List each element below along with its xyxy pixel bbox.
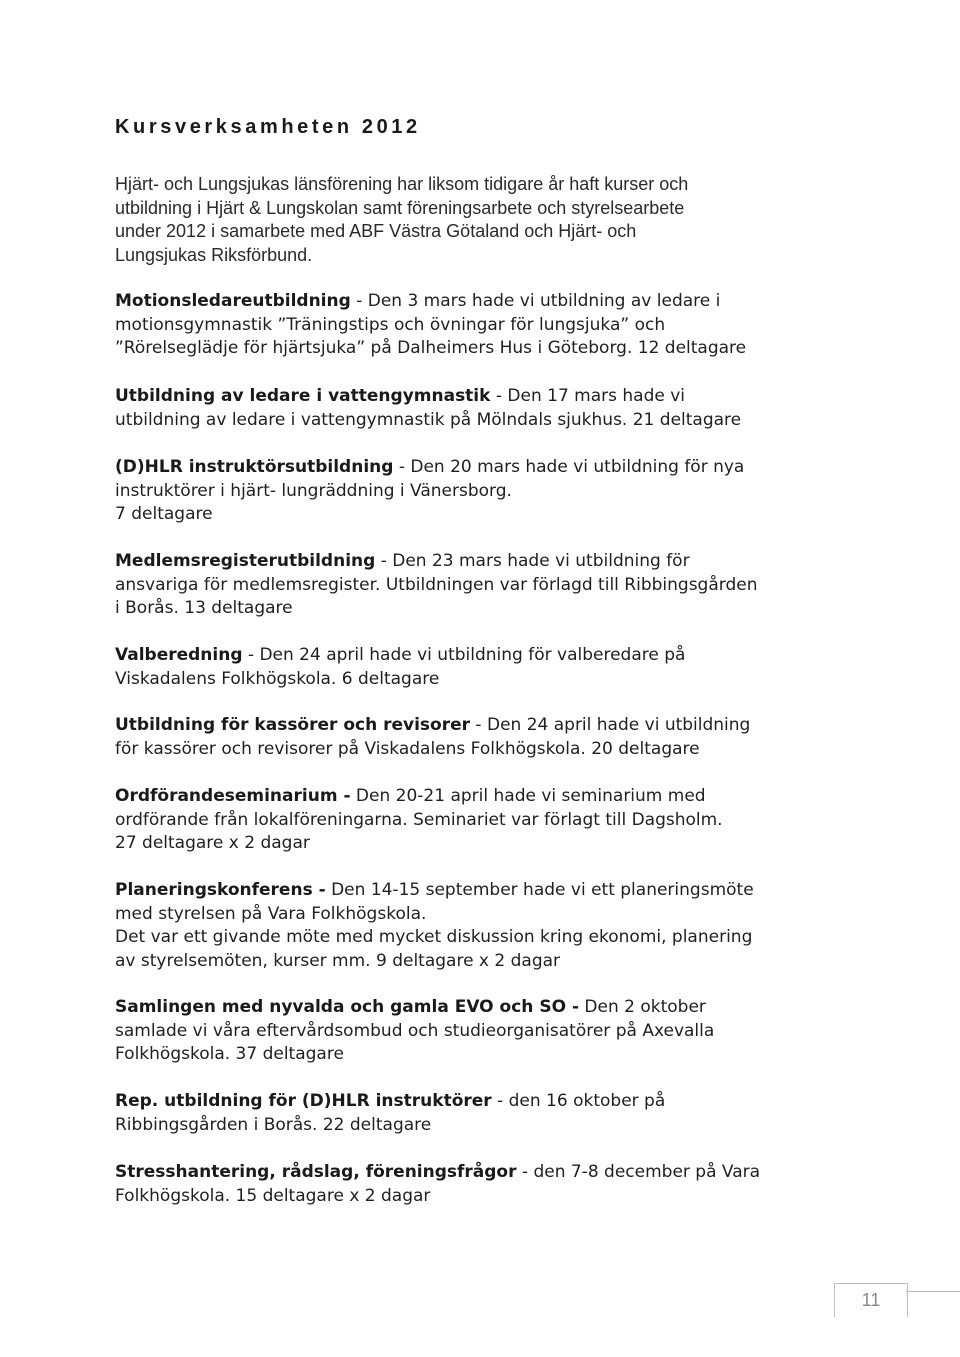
intro-line: under 2012 i samarbete med ABF Västra Götaland och Hjärt- och: [115, 221, 637, 241]
course-text: Den 2 oktober: [579, 997, 706, 1017]
page-title: Kursverksamheten 2012: [115, 116, 421, 138]
course-text: - den 7-8 december på Vara: [516, 1162, 761, 1182]
course-entry: [115, 785, 860, 856]
course-text: ”Rörelseglädje för hjärtsjuka” på Dalheimers Hus i Göteborg. 12 deltagare: [115, 338, 747, 358]
course-text: med styrelsen på Vara Folkhögskola.: [115, 903, 427, 924]
course-text: instruktörer i hjärt- lungräddning i Vänersborg.: [115, 480, 512, 501]
course-entry: [115, 714, 860, 761]
course-heading: Utbildning för kassörer och revisorer: [115, 715, 471, 735]
course-entry: [115, 1161, 860, 1208]
course-text: - Den 20 mars hade vi utbildning för nya: [393, 457, 745, 477]
course-entry: [115, 290, 860, 361]
intro-line: utbildning i Hjärt & Lungskolan samt föreningsarbete och styrelsearbete: [115, 197, 685, 218]
course-heading: Stresshantering, rådslag, föreningsfrågor: [115, 1162, 517, 1182]
course-entry: [115, 879, 860, 973]
course-text: - Den 24 april hade vi utbildning för valberedare på: [242, 645, 686, 665]
course-heading: Utbildning av ledare i vattengymnastik: [115, 386, 491, 406]
course-text: Viskadalens Folkhögskola. 6 deltagare: [115, 668, 440, 689]
course-text: 27 deltagare x 2 dagar: [115, 833, 310, 853]
course-heading: Planeringskonferens -: [115, 880, 326, 900]
course-text: Det var ett givande möte med mycket diskussion kring ekonomi, planering: [115, 927, 753, 947]
course-text: motionsgymnastik ”Träningstips och övningar för lungsjuka” och: [115, 314, 666, 335]
course-text: - Den 17 mars hade vi: [490, 386, 686, 406]
course-entry: [115, 644, 860, 691]
course-text: ordförande från lokalföreningarna. Seminariet var förlagt till Dagsholm.: [115, 809, 723, 830]
course-heading: Rep. utbildning för (D)HLR instruktörer: [115, 1091, 492, 1111]
course-entry: [115, 1090, 860, 1137]
course-text: Folkhögskola. 37 deltagare: [115, 1044, 344, 1064]
course-entry: [115, 456, 860, 527]
course-text: - Den 23 mars hade vi utbildning för: [375, 551, 690, 571]
course-entry: [115, 996, 860, 1067]
course-text: - Den 24 april hade vi utbildning: [470, 715, 751, 735]
course-text: utbildning av ledare i vattengymnastik på Mölndals sjukhus. 21 deltagare: [115, 409, 742, 430]
course-text: Den 14-15 september hade vi ett planeringsmöte: [325, 880, 754, 900]
intro-paragraph: [115, 173, 855, 267]
course-text: för kassörer och revisorer på Viskadalens Folkhögskola. 20 deltagare: [115, 738, 700, 759]
course-heading: Ordförandeseminarium -: [115, 786, 351, 806]
course-text: - den 16 oktober på: [491, 1091, 666, 1111]
course-text: i Borås. 13 deltagare: [115, 598, 293, 618]
footer-rule: [906, 1291, 960, 1292]
page-number: 11: [861, 1290, 881, 1310]
course-heading: Motionsledareutbildning: [115, 291, 351, 311]
course-entry: [115, 385, 860, 432]
intro-line: Hjärt- och Lungsjukas länsförening har liksom tidigare år haft kurser och: [115, 174, 689, 194]
course-text: ansvariga för medlemsregister. Utbildningen var förlagd till Ribbingsgården: [115, 574, 758, 595]
course-text: Den 20-21 april hade vi seminarium med: [350, 786, 706, 806]
course-entry: [115, 550, 860, 621]
course-heading: Samlingen med nyvalda och gamla EVO och SO -: [115, 997, 579, 1017]
course-text: - Den 3 mars hade vi utbildning av ledare i: [350, 291, 721, 311]
course-text: samlade vi våra eftervårdsombud och studieorganisatörer på Axevalla: [115, 1020, 715, 1041]
course-text: Ribbingsgården i Borås. 22 deltagare: [115, 1114, 432, 1135]
course-text: Folkhögskola. 15 deltagare x 2 dagar: [115, 1185, 431, 1206]
course-heading: Valberedning: [115, 645, 243, 665]
course-text: 7 deltagare: [115, 504, 213, 524]
course-heading: (D)HLR instruktörsutbildning: [115, 457, 394, 477]
course-heading: Medlemsregisterutbildning: [115, 551, 376, 571]
intro-line: Lungsjukas Riksförbund.: [115, 244, 313, 265]
course-text: av styrelsemöten, kurser mm. 9 deltagare x 2 dagar: [115, 950, 561, 971]
